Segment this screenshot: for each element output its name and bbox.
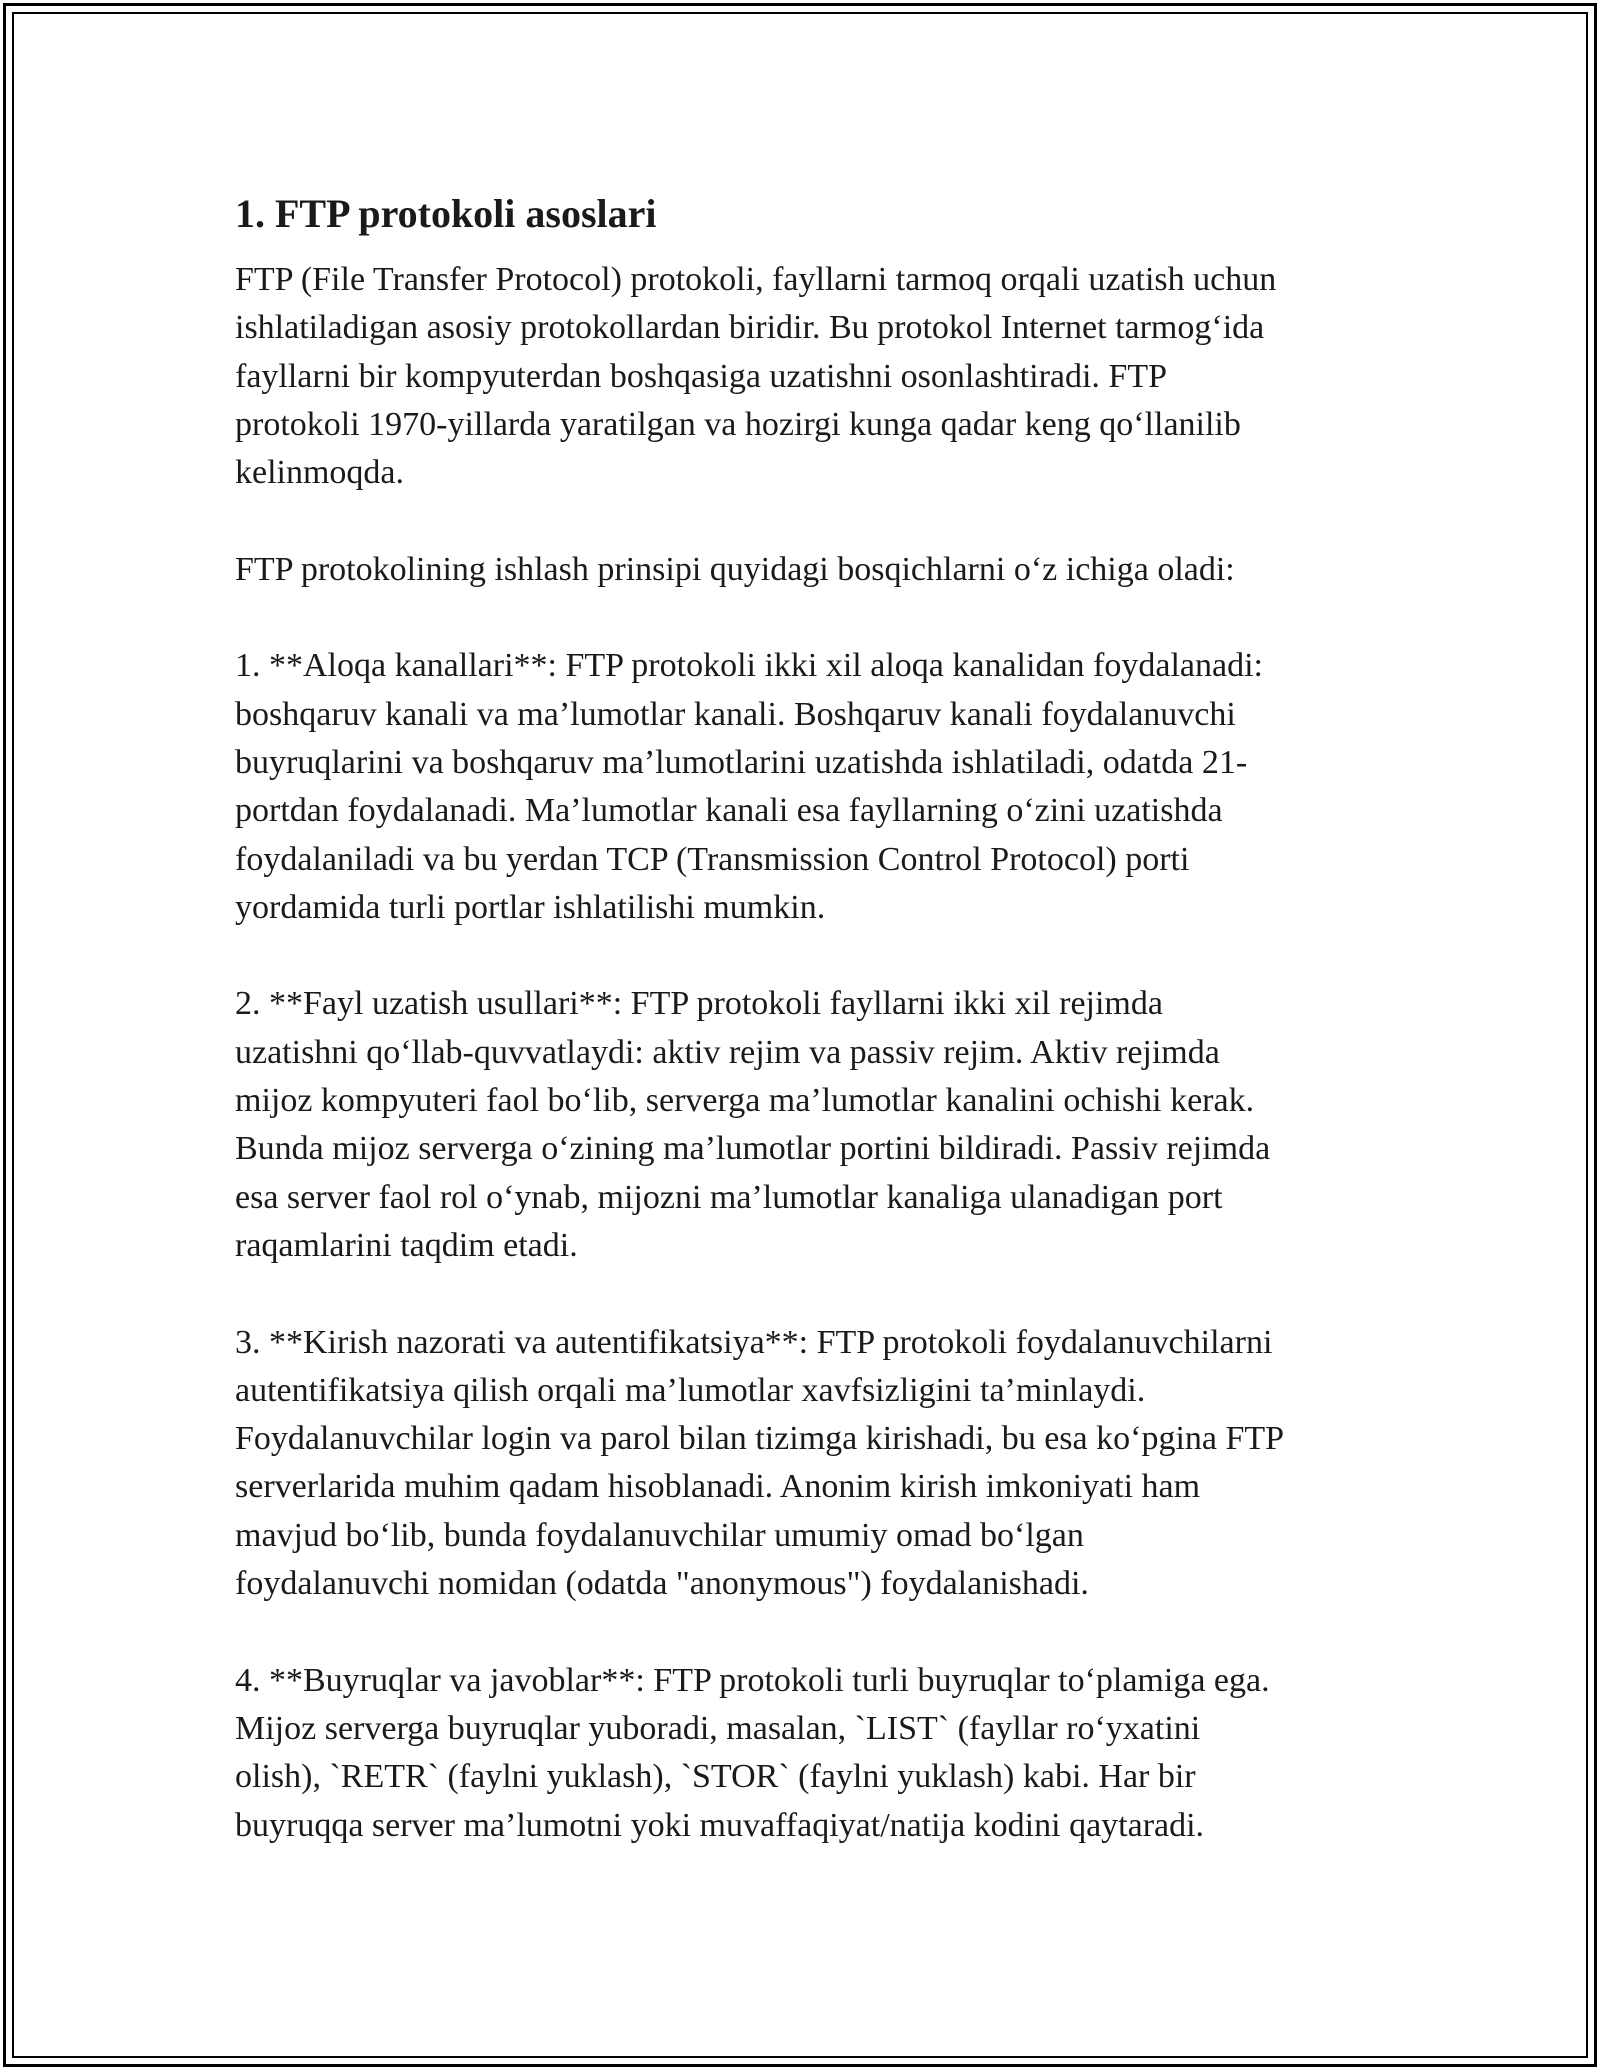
paragraph-line: yordamida turli portlar ishlatilishi mumkin. [235,888,826,926]
paragraph-line: foydalanuvchi nomidan (odatda "anonymous") foydalanishadi. [235,1565,1089,1603]
paragraph-line: boshqaruv kanali va ma’lumotlar kanali. Boshqaruv kanali foydalanuvchi [235,695,1236,733]
paragraph-line: esa server faol rol o‘ynab, mijozni ma’lumotlar kanaliga ulanadigan port [235,1178,1223,1216]
paragraph-line: fayllarni bir kompyuterdan boshqasiga uzatishni osonlashtiradi. FTP [235,357,1168,395]
paragraph-line: raqamlarini taqdim etadi. [235,1226,578,1264]
paragraph-line: portdan foydalanadi. Ma’lumotlar kanali esa fayllarning o‘zini uzatishda [235,792,1223,830]
paragraph-line: 2. **Fayl uzatish usullari**: FTP protokoli fayllarni ikki xil rejimda [235,985,1163,1023]
paragraph-line: buyruqqa server ma’lumotni yoki muvaffaqiyat/natija kodini qaytaradi. [235,1806,1205,1844]
paragraph-line: olish), `RETR` (faylni yuklash), `STOR` (faylni yuklash) kabi. Har bir [235,1758,1196,1796]
paragraph [235,980,1385,1270]
paragraph-line: Mijoz serverga buyruqlar yuboradi, masalan, `LIST` (fayllar ro‘yxatini [235,1709,1201,1747]
paragraph [235,1319,1385,1609]
paragraph-line: foydalaniladi va bu yerdan TCP (Transmission Control Protocol) porti [235,840,1190,878]
paragraph-line: FTP protokolining ishlash prinsipi quyidagi bosqichlarni o‘z ichiga oladi: [235,550,1235,588]
paragraph-line: Foydalanuvchilar login va parol bilan tizimga kirishadi, bu esa ko‘pgina FTP [235,1420,1285,1458]
paragraph-line: 1. **Aloqa kanallari**: FTP protokoli ikki xil aloqa kanalidan foydalanadi: [235,647,1263,685]
paragraph-line: buyruqlarini va boshqaruv ma’lumotlarini uzatishda ishlatiladi, odatda 21- [235,743,1248,781]
paragraph-line: kelinmoqda. [235,454,405,492]
paragraph-line: protokoli 1970-yillarda yaratilgan va hozirgi kunga qadar keng qo‘llanilib [235,405,1241,443]
paragraph-list [235,256,1385,1850]
paragraph-line: FTP (File Transfer Protocol) protokoli, fayllarni tarmoq orqali uzatish uchun [235,261,1277,298]
paragraph [235,256,1385,497]
paragraph [235,546,1385,594]
section-heading: 1. FTP protokoli asoslari [235,191,657,236]
paragraph-line: autentifikatsiya qilish orqali ma’lumotlar xavfsizligini ta’minlaydi. [235,1371,1146,1409]
paragraph [235,1657,1385,1850]
paragraph-line: 4. **Buyruqlar va javoblar**: FTP protokoli turli buyruqlar to‘plamiga ega. [235,1661,1270,1699]
paragraph-line: Bunda mijoz serverga o‘zining ma’lumotlar portini bildiradi. Passiv rejimda [235,1130,1271,1168]
paragraph [235,642,1385,932]
paragraph-line: uzatishni qo‘llab-quvvatlaydi: aktiv rejim va passiv rejim. Aktiv rejimda [235,1033,1220,1071]
paragraph-line: 3. **Kirish nazorati va autentifikatsiya**: FTP protokoli foydalanuvchilarni [235,1323,1273,1361]
paragraph-line: mijoz kompyuteri faol bo‘lib, serverga ma’lumotlar kanalini ochishi kerak. [235,1082,1255,1120]
paragraph-line: serverlarida muhim qadam hisoblanadi. Anonim kirish imkoniyati ham [235,1468,1201,1506]
paragraph-line: ishlatiladigan asosiy protokollardan biridir. Bu protokol Internet tarmog‘ida [235,309,1265,347]
document-body [235,186,1385,1850]
paragraph-line: mavjud bo‘lib, bunda foydalanuvchilar umumiy omad bo‘lgan [235,1516,1084,1554]
